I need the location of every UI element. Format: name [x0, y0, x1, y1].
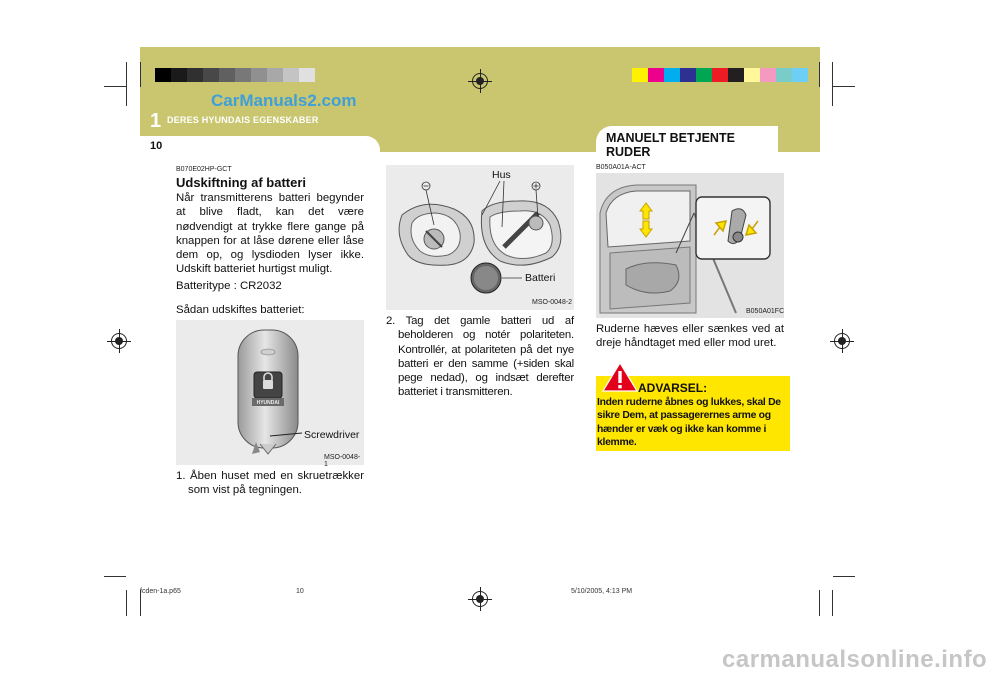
battery-illustration	[386, 165, 574, 310]
section-title: MANUELT BETJENTE RUDER	[606, 131, 735, 159]
registration-mark-left	[111, 333, 127, 349]
figure-code-3: B050A01FC	[746, 308, 785, 315]
remote-key-illustration	[176, 320, 364, 465]
batteri-label: Batteri	[525, 272, 556, 284]
heading: Udskiftning af batteri	[176, 175, 307, 190]
footer-page: 10	[296, 588, 304, 595]
section-code-right: B050A01A-ACT	[596, 164, 646, 171]
figure-code-2: MSO-0048-2	[532, 299, 573, 306]
step-2: 2. Tag det gamle batteri ud af beholderen og notér polariteten. Kontrollér, at polariteten på det nye batteri er den samme (+siden skal pege nedad), og indsæt derefter batteriet i transmitteren.	[386, 315, 574, 399]
figure-remote-key	[176, 320, 364, 468]
chapter-title: DERES HYUNDAIS EGENSKABER	[167, 115, 319, 125]
step-1: 1. Åben huset med en skruetrækker som vist på tegningen.	[176, 470, 364, 497]
battery-type: Batteritype : CR2032	[176, 280, 282, 292]
how-to-text: Sådan udskiftes batteriet:	[176, 304, 305, 316]
brand-text: HYUNDAI	[256, 400, 280, 406]
screwdriver-label: Screwdriver	[304, 429, 360, 441]
window-paragraph: Ruderne hæves eller sænkes ved at dreje håndtaget med eller mod uret.	[596, 323, 784, 350]
warning-title: ADVARSEL:	[638, 381, 708, 395]
figure-window-crank	[596, 173, 784, 318]
watermark-link[interactable]: CarManuals2.com	[211, 91, 357, 110]
footer-file: fcden-1a.p65	[140, 588, 181, 595]
chapter-number: 1	[150, 110, 162, 132]
page-tab-left	[140, 136, 380, 160]
intro-paragraph: Når transmitterens batteri begynder at blive fladt, kan det være nødvendigt at trykke flere gange på knappen for at låse dørene eller låse dem op, og lysdioden lyser ikke. Udskift batteriet hurtigst muligt.	[176, 192, 364, 276]
site-watermark: carmanualsonline.info	[722, 646, 987, 673]
section-code: B070E02HP-GCT	[176, 166, 232, 173]
warning-icon	[602, 362, 638, 392]
warning-text: Inden ruderne åbnes og lukkes, skal De sikre Dem, at passagerernes arme og hænder er væk og ikke kan komme i klemme.	[597, 397, 781, 449]
registration-mark-bottom	[472, 591, 488, 607]
figure-battery-replacement	[386, 165, 574, 310]
figure-code-1: MSO-0048-1	[324, 454, 361, 468]
footer-timestamp: 5/10/2005, 4:13 PM	[571, 588, 633, 595]
door-illustration	[596, 173, 784, 318]
hus-label: Hus	[492, 169, 511, 181]
registration-mark-right	[834, 333, 850, 349]
page-number: 10	[150, 140, 163, 152]
registration-mark-top	[472, 73, 488, 89]
